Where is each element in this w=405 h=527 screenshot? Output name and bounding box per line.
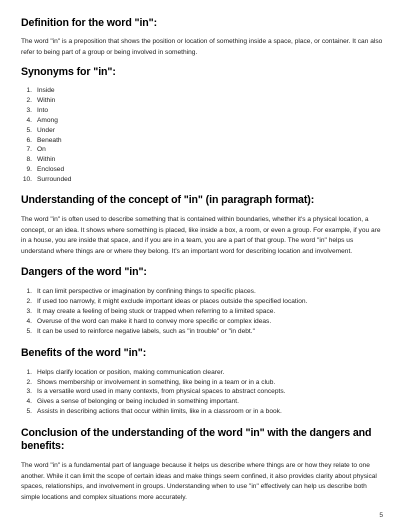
list-item-text: Inside bbox=[37, 87, 55, 94]
concept-text: The word "in" is often used to describe something that is contained within boundaries, whether it's a physical location, a concept, or an idea. It shows where something is placed, like inside a box, a room, or even a group. For example, if you are in a house, you are inside that space, and if you are in a team, you are a part of that group. The word "in" helps us understand where things are or where they belong. It's an important word for describing location and involvement. bbox=[21, 216, 381, 255]
list-item bbox=[21, 287, 387, 297]
list-item-number: 9. bbox=[26, 166, 32, 174]
document-page bbox=[21, 17, 387, 503]
list-item-number: 3. bbox=[26, 307, 32, 315]
list-item-text: Is a versatile word used in many contexts, from physical spaces to abstract concepts. bbox=[37, 388, 286, 396]
list-item-text: Assists in describing actions that occur within limits, like in a classroom or in a book. bbox=[37, 408, 282, 416]
list-item-text: Within bbox=[37, 96, 56, 104]
list-item bbox=[21, 387, 387, 397]
list-item-text: Within bbox=[37, 156, 56, 164]
list-item bbox=[21, 155, 387, 165]
list-item-number: 10. bbox=[22, 176, 32, 184]
list-item-text: Gives a sense of belonging or being included in something important. bbox=[37, 398, 239, 406]
synonyms-list bbox=[21, 86, 387, 185]
benefits-list bbox=[21, 368, 387, 418]
list-item-number: 3. bbox=[26, 106, 32, 114]
concept-heading: Understanding of the concept of "in" (in paragraph format): bbox=[21, 194, 315, 207]
list-item-number: 2. bbox=[26, 96, 32, 104]
list-item bbox=[21, 397, 387, 407]
list-item bbox=[21, 106, 387, 116]
list-item-text: Overuse of the word can make it hard to convey more specific or complex ideas. bbox=[37, 317, 272, 325]
list-item-text: Into bbox=[37, 106, 48, 114]
list-item-number: 1. bbox=[26, 87, 32, 94]
list-item-text: It may create a feeling of being stuck or trapped when referring to a limited space. bbox=[37, 307, 276, 315]
list-item bbox=[21, 96, 387, 106]
list-item-number: 5. bbox=[26, 126, 32, 134]
list-item bbox=[21, 327, 387, 337]
conclusion-heading: Conclusion of the understanding of the word "in" with the dangers and benefits: bbox=[21, 427, 372, 453]
list-item bbox=[21, 307, 387, 317]
list-item-text: Under bbox=[37, 126, 55, 134]
list-item-number: 2. bbox=[26, 378, 32, 386]
list-item bbox=[21, 378, 387, 388]
benefits-heading: Benefits of the word "in": bbox=[21, 346, 147, 359]
list-item-number: 5. bbox=[26, 327, 32, 335]
list-item-number: 7. bbox=[26, 146, 32, 154]
list-item-number: 2. bbox=[26, 297, 32, 305]
page-number: 5 bbox=[379, 512, 383, 519]
list-item-text: It can limit perspective or imagination by confining things to specific places. bbox=[37, 288, 256, 296]
list-item-number: 6. bbox=[26, 136, 32, 144]
list-item-number: 4. bbox=[26, 317, 32, 325]
list-item bbox=[21, 317, 387, 327]
definition-text: The word "in" is a preposition that shows the position or location of something inside a space, place, or container. It can also refer to being part of a group or being involved in something. bbox=[21, 38, 383, 56]
list-item bbox=[21, 368, 387, 378]
list-item-number: 8. bbox=[26, 156, 32, 164]
list-item-number: 1. bbox=[26, 288, 32, 296]
list-item bbox=[21, 86, 387, 96]
list-item-number: 5. bbox=[26, 408, 32, 416]
list-item-number: 4. bbox=[26, 116, 32, 124]
list-item-number: 4. bbox=[26, 398, 32, 406]
dangers-heading: Dangers of the word "in": bbox=[21, 266, 147, 279]
list-item bbox=[21, 175, 387, 185]
list-item-text: On bbox=[37, 146, 46, 154]
list-item-text: Helps clarify location or position, making communication clearer. bbox=[37, 368, 225, 376]
list-item bbox=[21, 145, 387, 155]
list-item-text: It can be used to reinforce negative labels, such as "in trouble" or "in debt." bbox=[37, 327, 255, 335]
dangers-list bbox=[21, 287, 387, 337]
list-item-text: Shows membership or involvement in something, like being in a team or in a club. bbox=[37, 378, 276, 386]
conclusion-text: The word "in" is a fundamental part of language because it helps us describe where things are or how they relate to one another. While it can limit the scope of certain ideas and make things seem confined, it also provides clarity about physical spaces, relationships, and involvement in groups. Understanding when to use "in" effectively can help us describe both simple locations and complex situations more accurately. bbox=[21, 462, 377, 501]
list-item bbox=[21, 136, 387, 146]
list-item-text: Enclosed bbox=[37, 166, 65, 174]
list-item-number: 3. bbox=[26, 388, 32, 396]
list-item bbox=[21, 116, 387, 126]
list-item-text: Beneath bbox=[37, 136, 62, 144]
definition-heading: Definition for the word "in": bbox=[21, 17, 158, 29]
list-item bbox=[21, 165, 387, 175]
synonyms-heading: Synonyms for "in": bbox=[21, 66, 116, 78]
list-item bbox=[21, 126, 387, 136]
list-item-text: Surrounded bbox=[37, 176, 72, 184]
list-item-text: Among bbox=[37, 116, 58, 124]
list-item-number: 1. bbox=[26, 368, 32, 376]
list-item-text: If used too narrowly, it might exclude important ideas or places outside the specified location. bbox=[37, 297, 308, 305]
list-item bbox=[21, 297, 387, 307]
list-item bbox=[21, 407, 387, 417]
